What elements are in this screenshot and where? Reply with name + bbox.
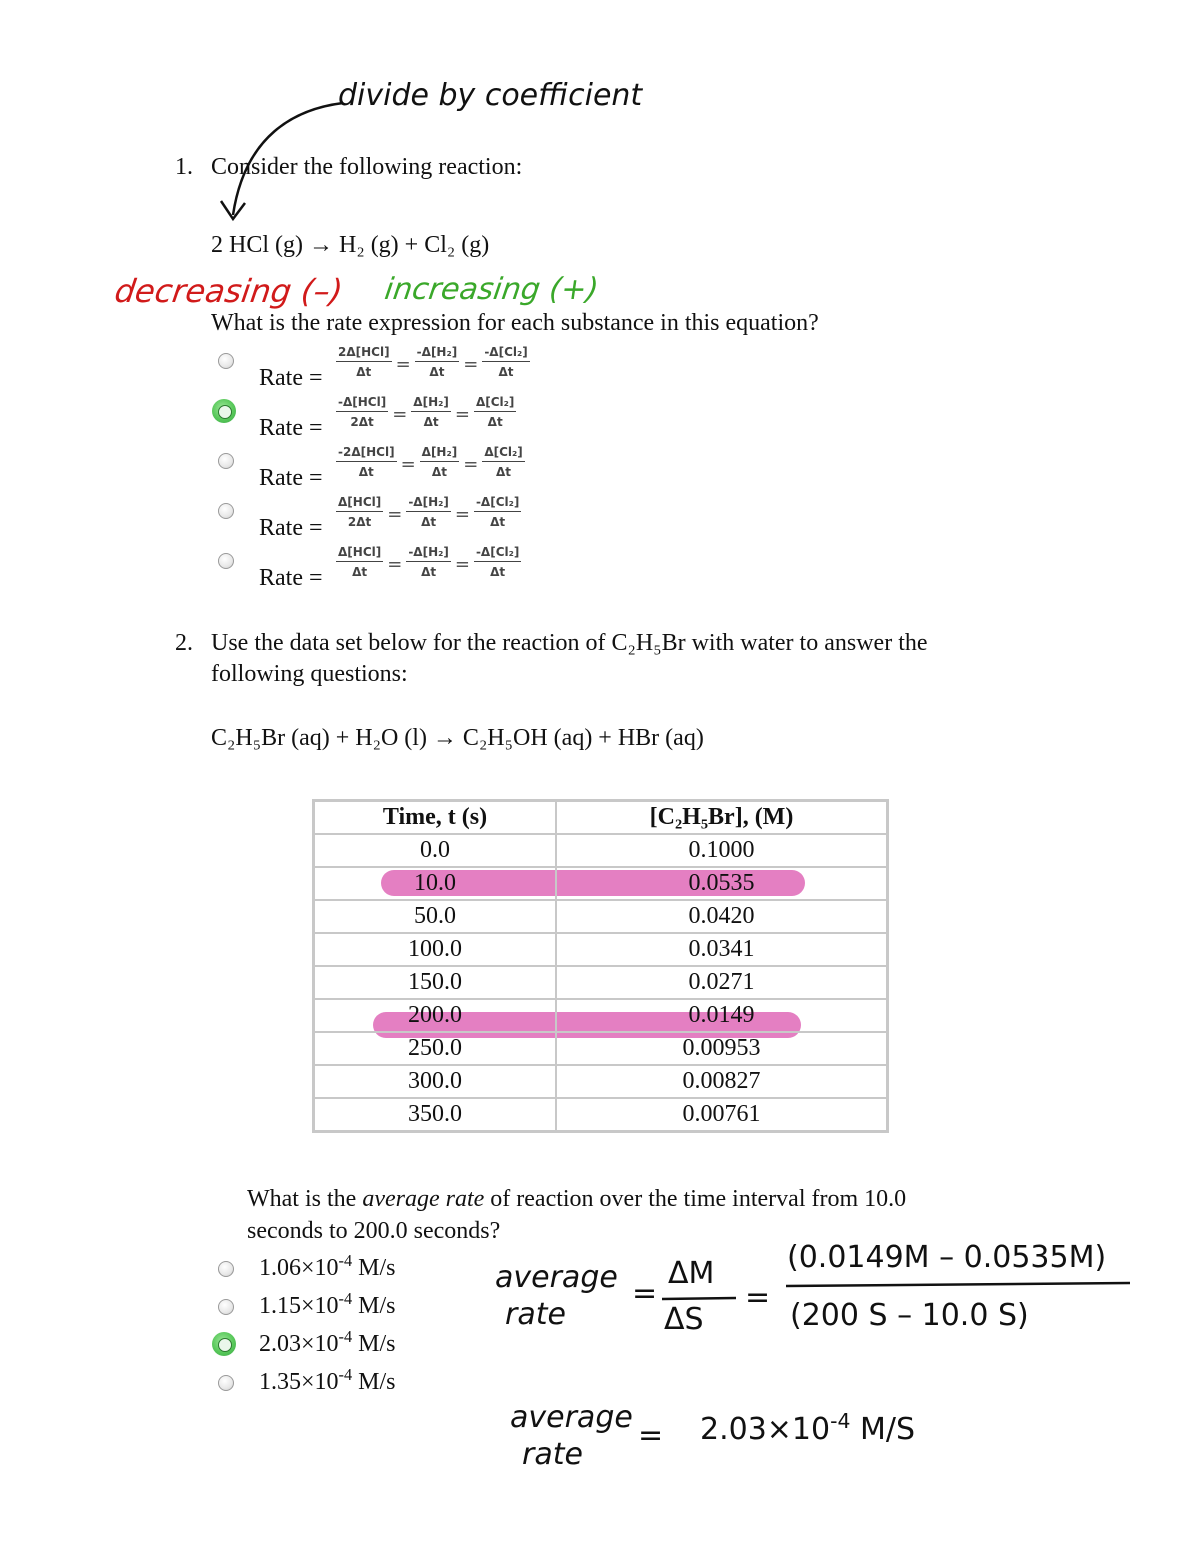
annotation-result-exp: -4 bbox=[830, 1408, 851, 1433]
annotation-calc-numerator: (0.0149M – 0.0535M) bbox=[787, 1240, 1107, 1275]
fraction-numerator: Δ[HCl] bbox=[336, 495, 383, 512]
q2-option-1-radio[interactable] bbox=[218, 1261, 234, 1277]
q2-question bbox=[247, 1185, 906, 1213]
rate-fraction bbox=[415, 345, 460, 380]
q1-option-2-expression bbox=[336, 395, 516, 430]
option-exponent: -4 bbox=[338, 1365, 353, 1385]
rate-fraction bbox=[482, 345, 529, 380]
cell-text: 200.0 bbox=[408, 1002, 462, 1028]
option-mantissa: 2.03×10 bbox=[259, 1331, 339, 1357]
table-row bbox=[314, 1032, 888, 1065]
cell-text: 0.0420 bbox=[688, 903, 755, 929]
fraction-numerator: -Δ[H₂] bbox=[415, 345, 460, 362]
equals-sign: = bbox=[454, 404, 470, 425]
q2-option-3-radio[interactable] bbox=[212, 1332, 236, 1356]
option-exponent: -4 bbox=[338, 1289, 353, 1309]
q2-question-italic: average rate bbox=[362, 1186, 485, 1212]
q2-equation: C₂H₅Br (aq) + H₂O (l) → C₂H₅OH (aq) + HBr (aq) bbox=[211, 725, 704, 751]
annotation-avg-rate-2-bottom: rate bbox=[522, 1437, 583, 1472]
q1-option-2-radio[interactable] bbox=[212, 399, 236, 423]
q1-option-4-radio[interactable] bbox=[218, 503, 234, 519]
annotation-delta-s: ΔS bbox=[664, 1302, 704, 1337]
table-row bbox=[314, 867, 888, 900]
rate-fraction bbox=[336, 445, 397, 480]
fraction-denominator: Δt bbox=[421, 515, 437, 529]
concentration-cell bbox=[556, 1032, 888, 1065]
rate-fraction bbox=[474, 495, 521, 530]
q2-question-line2: seconds to 200.0 seconds? bbox=[247, 1218, 501, 1244]
rate-fraction bbox=[336, 545, 383, 580]
rate-fraction bbox=[411, 395, 451, 430]
fraction-numerator: 2Δ[HCl] bbox=[336, 345, 392, 362]
option-unit: M/s bbox=[352, 1331, 396, 1357]
cell-text: 0.0341 bbox=[688, 936, 755, 962]
option-exponent: -4 bbox=[338, 1327, 353, 1347]
rate-fraction bbox=[336, 345, 392, 380]
q1-option-1-rate-label: Rate = bbox=[259, 365, 323, 391]
annotation-avg-rate-1-bottom: rate bbox=[505, 1297, 566, 1332]
q1-option-4-expression bbox=[336, 495, 521, 530]
rate-fraction bbox=[336, 395, 388, 430]
equals-sign: = bbox=[454, 554, 470, 575]
fraction-numerator: -2Δ[HCl] bbox=[336, 445, 397, 462]
rate-fraction bbox=[482, 445, 524, 480]
annotation-result bbox=[700, 1408, 916, 1447]
cell-text: 0.0149 bbox=[688, 1002, 755, 1028]
q2-prompt-line1: Use the data set below for the reaction of C₂H₅Br with water to answer the bbox=[211, 630, 928, 656]
time-cell bbox=[314, 1032, 557, 1065]
cell-text: 0.00761 bbox=[682, 1101, 761, 1127]
table-header-concentration: [C₂H₅Br], (M) bbox=[556, 801, 888, 835]
q1-option-3-expression bbox=[336, 445, 525, 480]
concentration-cell bbox=[556, 867, 888, 900]
time-cell bbox=[314, 933, 557, 966]
cell-text: 250.0 bbox=[408, 1035, 462, 1061]
fraction-denominator: Δt bbox=[496, 465, 512, 479]
concentration-cell bbox=[556, 900, 888, 933]
time-cell bbox=[314, 966, 557, 999]
q2-option-4-label bbox=[259, 1365, 396, 1396]
q2-option-2-label bbox=[259, 1289, 396, 1320]
rate-fraction bbox=[474, 545, 521, 580]
cell-text: 0.0535 bbox=[688, 870, 755, 896]
q2-option-1-label bbox=[259, 1251, 396, 1282]
q1-question: What is the rate expression for each substance in this equation? bbox=[211, 310, 819, 336]
annotation-delta-m: ΔM bbox=[668, 1256, 715, 1291]
annotation-fraction-bar-2 bbox=[784, 1281, 1134, 1289]
annotation-avg-rate-2-top: average bbox=[510, 1400, 633, 1435]
fraction-denominator: Δt bbox=[429, 365, 445, 379]
option-mantissa: 1.35×10 bbox=[259, 1369, 339, 1395]
cell-text: 300.0 bbox=[408, 1068, 462, 1094]
q1-equation: 2 HCl (g) → H₂ (g) + Cl₂ (g) bbox=[211, 232, 490, 258]
cell-text: 0.0 bbox=[420, 837, 450, 863]
q2-question-part1: What is the bbox=[247, 1186, 363, 1212]
option-unit: M/s bbox=[352, 1255, 396, 1281]
fraction-denominator: 2Δt bbox=[347, 515, 372, 529]
fraction-numerator: Δ[H₂] bbox=[420, 445, 460, 462]
table-header-row bbox=[314, 801, 888, 835]
time-cell bbox=[314, 1098, 557, 1132]
time-cell bbox=[314, 867, 557, 900]
annotation-result-mantissa: 2.03×10 bbox=[700, 1412, 831, 1447]
cell-text: 0.00827 bbox=[682, 1068, 761, 1094]
option-mantissa: 1.15×10 bbox=[259, 1293, 339, 1319]
fraction-numerator: Δ[H₂] bbox=[411, 395, 451, 412]
cell-text: 0.00953 bbox=[682, 1035, 761, 1061]
q1-option-5-rate-label: Rate = bbox=[259, 565, 323, 591]
cell-text: 100.0 bbox=[408, 936, 462, 962]
equals-sign: = bbox=[387, 554, 403, 575]
q1-option-1-expression bbox=[336, 345, 530, 380]
fraction-numerator: -Δ[Cl₂] bbox=[482, 345, 529, 362]
table-row bbox=[314, 900, 888, 933]
fraction-denominator: Δt bbox=[356, 365, 372, 379]
fraction-denominator: Δt bbox=[423, 415, 439, 429]
fraction-numerator: -Δ[H₂] bbox=[406, 495, 451, 512]
table-header-time: Time, t (s) bbox=[314, 801, 557, 835]
equals-sign: = bbox=[400, 454, 416, 475]
annotation-equals-1: = bbox=[632, 1276, 658, 1311]
table-row bbox=[314, 1098, 888, 1132]
fraction-numerator: Δ[HCl] bbox=[336, 545, 383, 562]
cell-text: 50.0 bbox=[414, 903, 456, 929]
annotation-result-unit: M/S bbox=[860, 1412, 916, 1447]
q2-prompt-line2: following questions: bbox=[211, 661, 408, 687]
rate-fraction bbox=[336, 495, 383, 530]
fraction-denominator: Δt bbox=[358, 465, 374, 479]
equals-sign: = bbox=[392, 404, 408, 425]
data-table bbox=[312, 799, 889, 1133]
q2-option-2-radio[interactable] bbox=[218, 1299, 234, 1315]
equals-sign: = bbox=[463, 354, 479, 375]
cell-text: 0.0271 bbox=[688, 969, 755, 995]
time-cell bbox=[314, 999, 557, 1032]
table-row bbox=[314, 1065, 888, 1098]
fraction-denominator: Δt bbox=[498, 365, 514, 379]
fraction-numerator: Δ[Cl₂] bbox=[474, 395, 516, 412]
equals-sign: = bbox=[387, 504, 403, 525]
concentration-cell bbox=[556, 1098, 888, 1132]
table-row bbox=[314, 933, 888, 966]
equals-sign: = bbox=[454, 504, 470, 525]
time-cell bbox=[314, 834, 557, 867]
fraction-numerator: -Δ[Cl₂] bbox=[474, 545, 521, 562]
annotation-equals-2: = bbox=[745, 1280, 771, 1315]
q2-option-3-label bbox=[259, 1327, 396, 1358]
cell-text: 150.0 bbox=[408, 969, 462, 995]
fraction-denominator: Δt bbox=[421, 565, 437, 579]
annotation-avg-rate-1-top: average bbox=[495, 1260, 618, 1295]
annotation-decreasing: decreasing (–) bbox=[112, 272, 346, 310]
q1-option-5-radio[interactable] bbox=[218, 553, 234, 569]
q2-question-part2: of reaction over the time interval from 10.0 bbox=[484, 1186, 907, 1212]
equals-sign: = bbox=[463, 454, 479, 475]
cell-text: 0.1000 bbox=[688, 837, 755, 863]
fraction-denominator: Δt bbox=[352, 565, 368, 579]
q1-number: 1. bbox=[175, 154, 193, 180]
option-mantissa: 1.06×10 bbox=[259, 1255, 339, 1281]
table-row bbox=[314, 966, 888, 999]
rate-fraction bbox=[406, 545, 451, 580]
fraction-numerator: -Δ[Cl₂] bbox=[474, 495, 521, 512]
table-row bbox=[314, 999, 888, 1032]
concentration-cell bbox=[556, 966, 888, 999]
time-cell bbox=[314, 900, 557, 933]
concentration-cell bbox=[556, 999, 888, 1032]
concentration-cell bbox=[556, 834, 888, 867]
fraction-denominator: Δt bbox=[431, 465, 447, 479]
cell-text: 10.0 bbox=[414, 870, 456, 896]
cell-text: 350.0 bbox=[408, 1101, 462, 1127]
rate-fraction bbox=[474, 395, 516, 430]
q1-option-1-radio[interactable] bbox=[218, 353, 234, 369]
annotation-increasing: increasing (+) bbox=[382, 272, 601, 307]
q2-option-4-radio[interactable] bbox=[218, 1375, 234, 1391]
annotation-divide-note: divide by coefficient bbox=[338, 78, 643, 113]
option-unit: M/s bbox=[352, 1369, 396, 1395]
q1-option-4-rate-label: Rate = bbox=[259, 515, 323, 541]
option-exponent: -4 bbox=[338, 1251, 353, 1271]
q1-option-3-radio[interactable] bbox=[218, 453, 234, 469]
annotation-calc-denominator: (200 S – 10.0 S) bbox=[790, 1298, 1029, 1333]
q1-prompt: Consider the following reaction: bbox=[211, 154, 523, 180]
q1-option-2-rate-label: Rate = bbox=[259, 415, 323, 441]
fraction-numerator: -Δ[H₂] bbox=[406, 545, 451, 562]
rate-fraction bbox=[406, 495, 451, 530]
q2-number: 2. bbox=[175, 630, 193, 656]
fraction-denominator: Δt bbox=[490, 565, 506, 579]
fraction-denominator: 2Δt bbox=[350, 415, 374, 429]
fraction-denominator: Δt bbox=[490, 515, 506, 529]
concentration-cell bbox=[556, 933, 888, 966]
rate-fraction bbox=[420, 445, 460, 480]
fraction-denominator: Δt bbox=[487, 415, 503, 429]
option-unit: M/s bbox=[352, 1293, 396, 1319]
table-row bbox=[314, 834, 888, 867]
q1-option-5-expression bbox=[336, 545, 521, 580]
q1-option-3-rate-label: Rate = bbox=[259, 465, 323, 491]
fraction-numerator: -Δ[HCl] bbox=[336, 395, 388, 412]
time-cell bbox=[314, 1065, 557, 1098]
equals-sign: = bbox=[395, 354, 411, 375]
annotation-equals-3: = bbox=[638, 1418, 664, 1453]
concentration-cell bbox=[556, 1065, 888, 1098]
fraction-numerator: Δ[Cl₂] bbox=[482, 445, 524, 462]
